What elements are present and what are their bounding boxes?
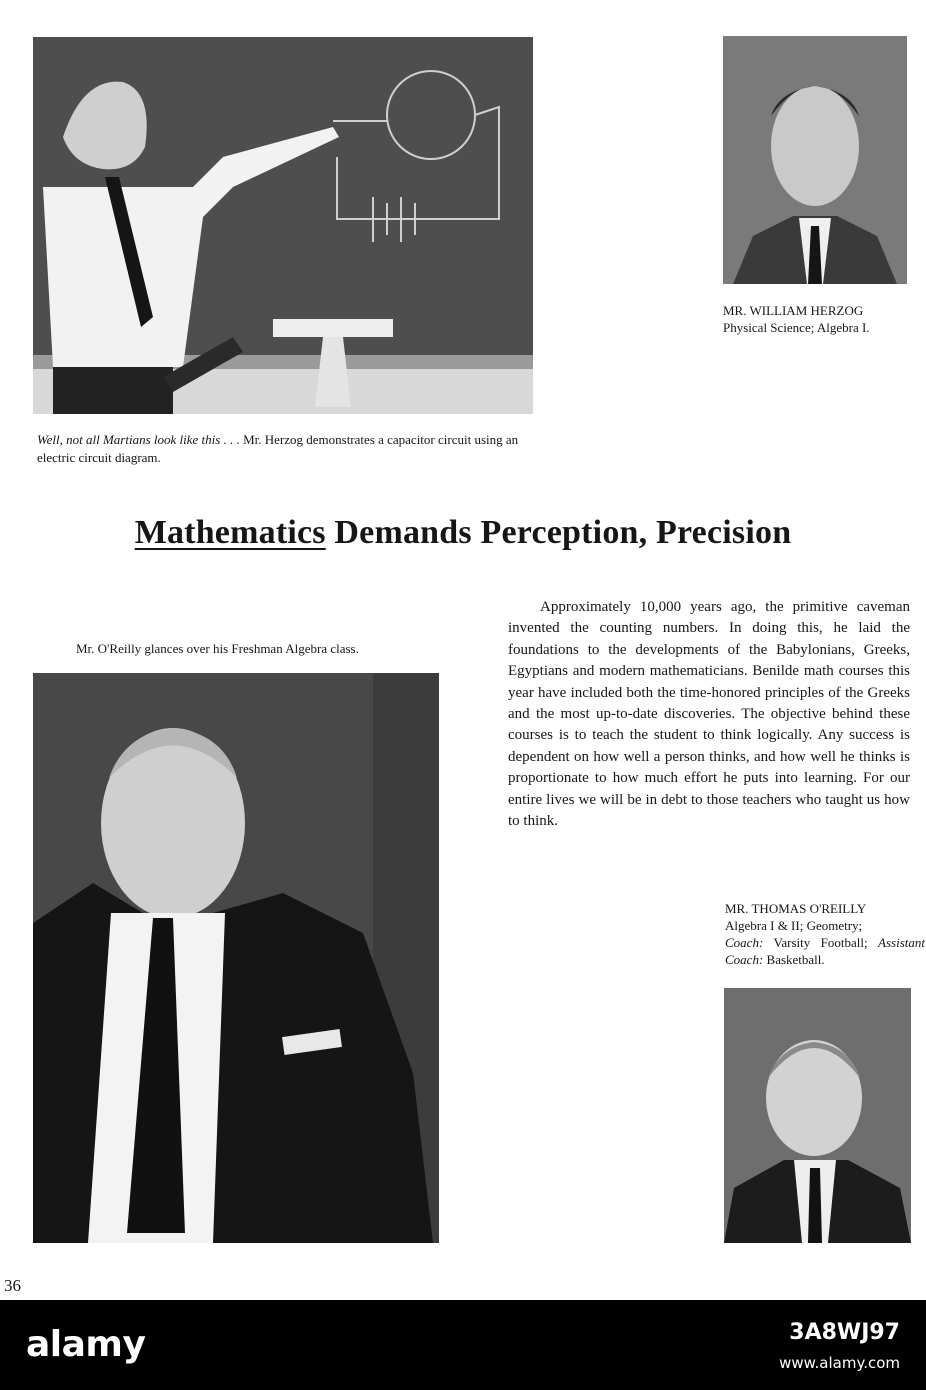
coach-label: Coach:: [725, 935, 764, 950]
herzog-portrait: [723, 36, 907, 284]
page-number: 36: [4, 1276, 21, 1295]
article-paragraph: Approximately 10,000 years ago, the primitive caveman invented the counting numbers. In doing this, he laid the foundations to the developments of the Babylonians, Greeks, Egyptians and modern mathematicians. Benilde math courses this year have included both the time-honored principles of the Greeks and the most up-to-date discoveries. The objective behind these courses is to teach the student to think logically. Any success is dependent on how well a person thinks, and how well he thinks is proportionate to how much effort he puts into learning. For our entire lives we will be in debt to those teachers who taught us how to think.: [508, 599, 910, 830]
oreilly-name: MR. THOMAS O'REILLY: [725, 901, 867, 916]
image-id: 3A8WJ97: [789, 1320, 900, 1345]
oreilly-class-photo: [33, 673, 439, 1243]
site-url: www.alamy.com: [779, 1354, 900, 1372]
caption-italic: Well, not all Martians look like this . . .: [37, 432, 240, 447]
coach-value: Varsity Football;: [763, 935, 868, 950]
oreilly-bio: [725, 900, 925, 968]
herzog-classroom-photo: [33, 37, 533, 414]
title-rest: Demands Perception, Precision: [325, 514, 792, 551]
herzog-photo-caption: [37, 431, 537, 467]
caption-text: Mr. Herzog demonstrates a capacitor circuit using an electric circuit diagram.: [37, 432, 519, 465]
oreilly-portrait: [724, 988, 911, 1243]
alamy-logo: alamy: [26, 1324, 146, 1365]
assistant-coach-value: Basketball.: [763, 952, 825, 967]
herzog-bio: [723, 302, 923, 336]
oreilly-line1: Algebra I & II; Geometry;: [725, 918, 863, 933]
herzog-subjects: Physical Science; Algebra I.: [723, 320, 870, 335]
oreilly-photo-caption: Mr. O'Reilly glances over his Freshman Algebra class.: [76, 641, 359, 656]
title-underlined-word: Mathematics: [134, 514, 326, 551]
assistant-coach-label: Assistant Coach:: [725, 935, 925, 967]
watermark-banner: [0, 1300, 926, 1390]
herzog-name: MR. WILLIAM HERZOG: [723, 303, 864, 318]
oreilly-coaching: [725, 934, 925, 968]
page-title: [0, 514, 926, 552]
